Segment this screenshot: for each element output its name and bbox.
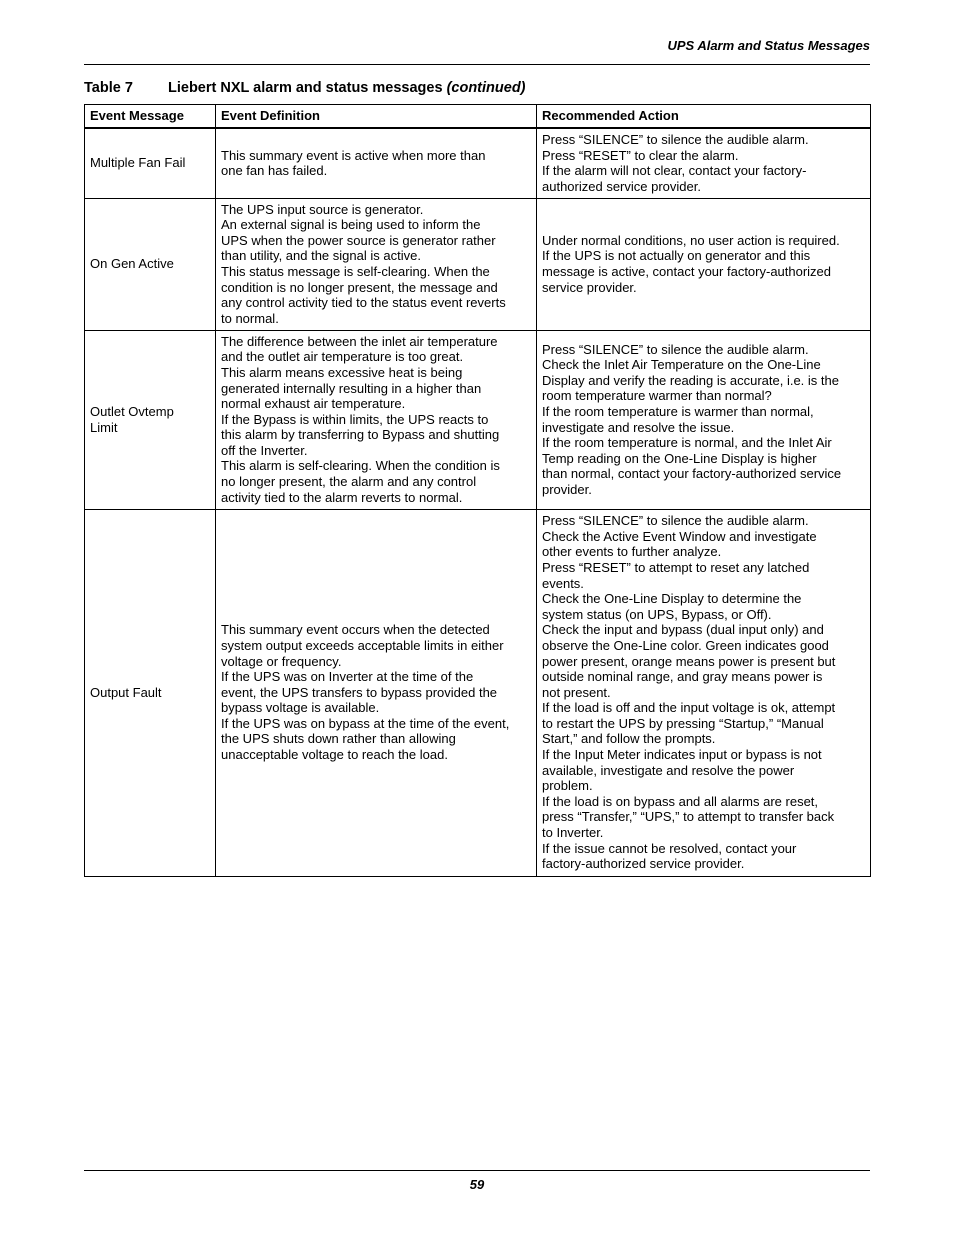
cell-line: Limit bbox=[90, 419, 118, 435]
cell-line: Check the One-Line Display to determine the bbox=[542, 591, 802, 607]
cell-definition bbox=[216, 128, 537, 198]
cell-line: An external signal is being used to inform the bbox=[221, 217, 481, 233]
cell-line: problem. bbox=[542, 778, 593, 794]
cell-line: any control activity tied to the status event reverts bbox=[221, 295, 506, 311]
cell-line: outside nominal range, and gray means power is bbox=[542, 669, 823, 685]
cell-line: Check the Active Event Window and investigate bbox=[542, 528, 817, 544]
cell-message bbox=[85, 509, 216, 876]
cell-line: bypass voltage is available. bbox=[221, 700, 380, 716]
cell-line: message is active, contact your factory-authorized bbox=[542, 264, 832, 279]
cell-line: This summary event is active when more than bbox=[221, 147, 486, 163]
cell-line: system status (on UPS, Bypass, or Off). bbox=[542, 606, 772, 622]
cell-line: factory-authorized service provider. bbox=[542, 856, 745, 872]
cell-line: The UPS input source is generator. bbox=[221, 201, 424, 217]
cell-definition bbox=[216, 330, 537, 509]
cell-line: room temperature warmer than normal? bbox=[542, 388, 772, 404]
cell-line: If the Input Meter indicates input or bypass is not bbox=[542, 747, 822, 763]
cell-message bbox=[85, 198, 216, 330]
cell-line: Multiple Fan Fail bbox=[90, 155, 186, 171]
cell-line: On Gen Active bbox=[90, 256, 174, 272]
cell-line: this alarm by transferring to Bypass and shutting bbox=[221, 427, 500, 443]
cell-line: If the room temperature is warmer than normal, bbox=[542, 403, 814, 419]
table-number: Table 7 bbox=[84, 80, 133, 96]
column-header-event-message: Event Message bbox=[85, 105, 216, 129]
cell-line: This summary event occurs when the detected bbox=[221, 622, 490, 638]
cell-line: If the UPS was on Inverter at the time of the bbox=[221, 669, 474, 685]
cell-line: Check the Inlet Air Temperature on the One-Line bbox=[542, 357, 821, 373]
cell-line: and the outlet air temperature is too great. bbox=[221, 349, 464, 365]
cell-definition bbox=[216, 509, 537, 876]
cell-action bbox=[537, 128, 871, 198]
cell-line: Outlet Ovtemp bbox=[90, 403, 174, 419]
cell-line: Press “SILENCE” to silence the audible alarm. bbox=[542, 341, 809, 357]
cell-line: to Inverter. bbox=[542, 825, 604, 841]
cell-line: off the Inverter. bbox=[221, 442, 308, 458]
cell-line: This alarm is self-clearing. When the condition is bbox=[221, 458, 500, 474]
cell-line: Start,” and follow the prompts. bbox=[542, 731, 716, 747]
cell-line: generated internally resulting in a higher than bbox=[221, 380, 482, 396]
cell-line: service provider. bbox=[542, 279, 637, 295]
cell-line: than normal, contact your factory-authorized service bbox=[542, 466, 842, 482]
cell-line: If the alarm will not clear, contact your factory- bbox=[542, 163, 807, 179]
cell-line: not present. bbox=[542, 684, 611, 700]
cell-line: condition is no longer present, the message and bbox=[221, 279, 498, 295]
alarm-table bbox=[84, 104, 871, 877]
cell-line: system output exceeds acceptable limits in either bbox=[221, 637, 504, 653]
cell-line: investigate and resolve the issue. bbox=[542, 419, 735, 435]
table-continued: (continued) bbox=[446, 80, 526, 96]
cell-line: This status message is self-clearing. When the bbox=[221, 264, 490, 279]
cell-line: observe the One-Line color. Green indicates good bbox=[542, 637, 829, 653]
cell-line: Temp reading on the One-Line Display is higher bbox=[542, 450, 817, 466]
cell-line: Press “RESET” to clear the alarm. bbox=[542, 147, 739, 163]
cell-line: If the load is off and the input voltage is ok, attempt bbox=[542, 700, 836, 716]
table-header-row bbox=[85, 105, 871, 129]
cell-line: other events to further analyze. bbox=[542, 544, 722, 560]
cell-line: Press “SILENCE” to silence the audible alarm. bbox=[542, 513, 809, 529]
cell-line: available, investigate and resolve the power bbox=[542, 762, 795, 778]
cell-line: to normal. bbox=[221, 310, 279, 326]
cell-line: to restart the UPS by pressing “Startup,” “Manual bbox=[542, 715, 824, 731]
cell-line: If the issue cannot be resolved, contact your bbox=[542, 840, 797, 856]
cell-definition bbox=[216, 198, 537, 330]
footer-rule bbox=[84, 1170, 870, 1171]
cell-line: If the UPS is not actually on generator and this bbox=[542, 248, 811, 264]
table-caption bbox=[84, 80, 526, 96]
cell-line: Press “SILENCE” to silence the audible alarm. bbox=[542, 132, 809, 148]
cell-line: Output Fault bbox=[90, 684, 162, 700]
cell-line: Under normal conditions, no user action is required. bbox=[542, 232, 840, 248]
cell-line: activity tied to the alarm reverts to normal. bbox=[221, 489, 463, 505]
header-rule bbox=[84, 64, 870, 65]
page-number: 59 bbox=[469, 1177, 485, 1192]
cell-line: The difference between the inlet air temperature bbox=[221, 333, 498, 349]
cell-message bbox=[85, 330, 216, 509]
cell-line: events. bbox=[542, 575, 584, 591]
table-row bbox=[85, 128, 871, 198]
cell-line: If the room temperature is normal, and the Inlet Air bbox=[542, 435, 832, 451]
cell-action bbox=[537, 330, 871, 509]
cell-line: unacceptable voltage to reach the load. bbox=[221, 747, 448, 763]
cell-line: power present, orange means power is present but bbox=[542, 653, 836, 669]
cell-action bbox=[537, 198, 871, 330]
cell-line: one fan has failed. bbox=[221, 163, 328, 179]
cell-line: the UPS shuts down rather than allowing bbox=[221, 731, 456, 747]
cell-line: voltage or frequency. bbox=[221, 653, 342, 669]
cell-line: This alarm means excessive heat is being bbox=[221, 364, 463, 380]
column-header-event-definition: Event Definition bbox=[216, 105, 537, 129]
cell-line: UPS when the power source is generator rather bbox=[221, 232, 496, 248]
table-row bbox=[85, 330, 871, 509]
cell-line: Check the input and bypass (dual input only) and bbox=[542, 622, 824, 638]
cell-line: authorized service provider. bbox=[542, 178, 701, 194]
cell-line: normal exhaust air temperature. bbox=[221, 396, 406, 412]
cell-message bbox=[85, 128, 216, 198]
cell-line: Display and verify the reading is accurate, i.e. is the bbox=[542, 372, 839, 388]
cell-line: Press “RESET” to attempt to reset any latched bbox=[542, 559, 810, 575]
table-row bbox=[85, 198, 871, 330]
cell-line: If the load is on bypass and all alarms are reset, bbox=[542, 793, 819, 809]
column-header-recommended-action: Recommended Action bbox=[537, 105, 871, 129]
running-header: UPS Alarm and Status Messages bbox=[667, 38, 870, 53]
cell-line: no longer present, the alarm and any control bbox=[221, 474, 477, 490]
cell-action bbox=[537, 509, 871, 876]
cell-line: event, the UPS transfers to bypass provided the bbox=[221, 684, 498, 700]
cell-line: press “Transfer,” “UPS,” to attempt to transfer back bbox=[542, 809, 835, 825]
cell-line: If the Bypass is within limits, the UPS reacts to bbox=[221, 411, 489, 427]
cell-line: than utility, and the signal is active. bbox=[221, 248, 421, 264]
cell-line: If the UPS was on bypass at the time of the event, bbox=[221, 715, 510, 731]
cell-line: provider. bbox=[542, 481, 592, 497]
table-title: Liebert NXL alarm and status messages bbox=[168, 80, 443, 96]
table-row bbox=[85, 509, 871, 876]
